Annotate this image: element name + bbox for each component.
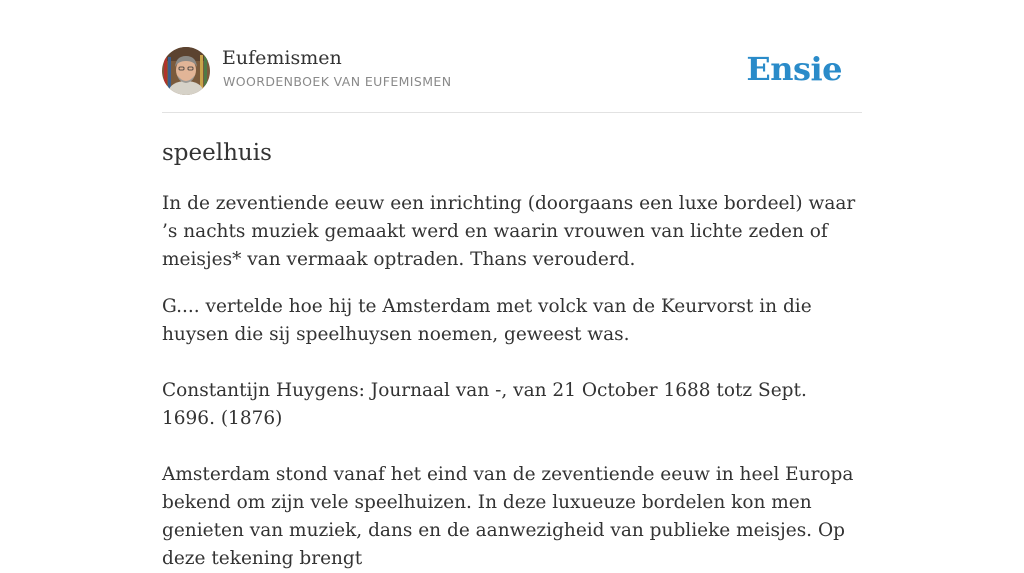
entry-title: speelhuis (162, 140, 272, 166)
ensie-logo[interactable]: Ensie (746, 50, 842, 88)
portrait-icon (162, 47, 210, 95)
author-avatar[interactable] (162, 47, 210, 95)
quote-text: G.... vertelde hoe hij te Amsterdam met volck van de Keurvorst in die huysen die sij speelhuysen noemen, geweest was. (162, 296, 812, 345)
entry-header (162, 0, 862, 113)
quote-source: Constantijn Huygens: Journaal van -, van 21 October 1688 totz Sept. 1696. (1876) (162, 380, 807, 429)
author-name[interactable]: Eufemismen (222, 47, 342, 69)
entry-note: Amsterdam stond vanaf het eind van de zeventiende eeuw in heel Europa bekend om zijn vele speelhuizen. In deze luxueuze bordelen kon men genieten van muziek, dans en de aanwezigheid van publieke meisjes. Op deze tekening brengt (162, 464, 854, 569)
entry-definition: In de zeventiende eeuw een inrichting (doorgaans een luxe bordeel) waar ’s nachts muziek gemaakt werd en waarin vrouwen van lichte zeden of meisjes* van vermaak optraden. Thans verouderd. (162, 193, 856, 270)
entry-page (162, 0, 862, 573)
author-subtitle[interactable]: WOORDENBOEK VAN EUFEMISMEN (223, 74, 452, 89)
entry-quote (162, 293, 862, 573)
